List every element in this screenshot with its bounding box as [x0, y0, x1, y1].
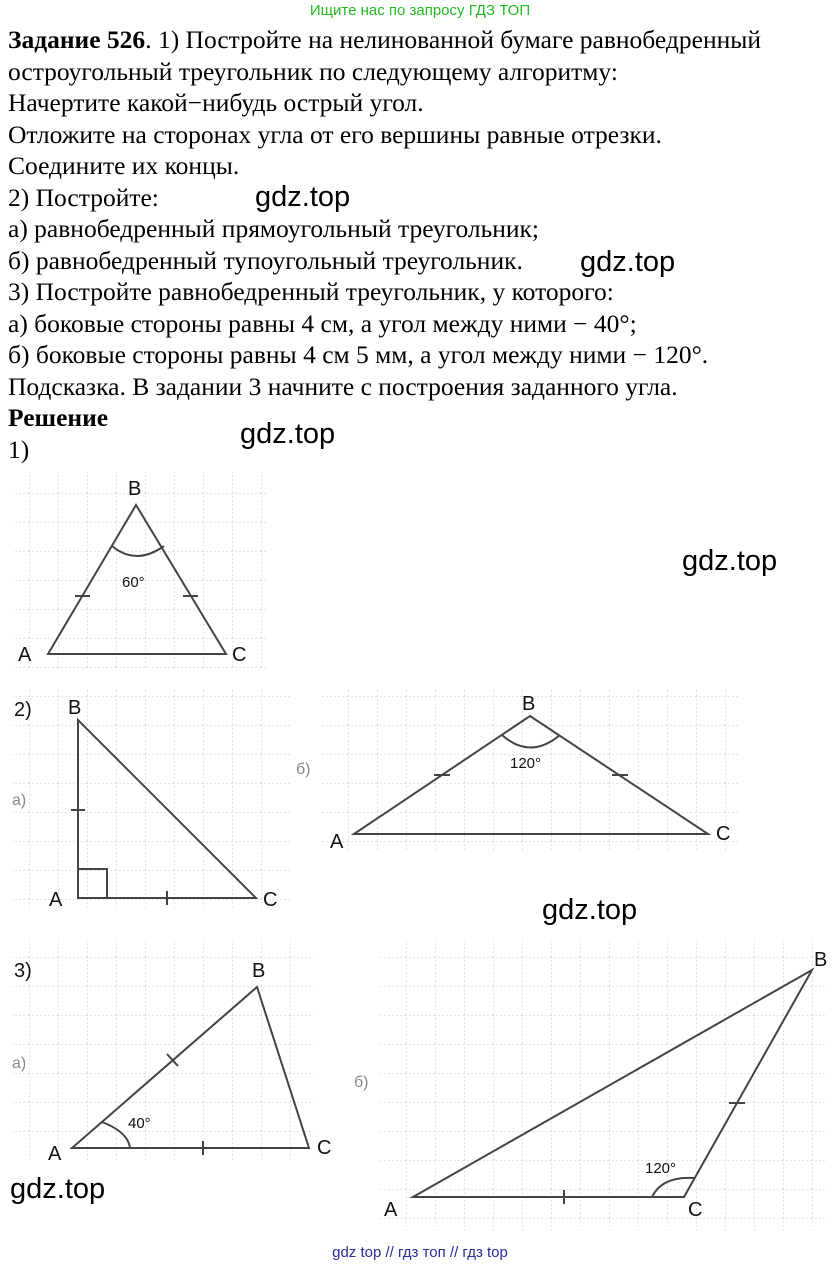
task-line-7: а) равнобедренный прямоугольный треугольник; — [8, 214, 539, 243]
footer-links: gdz top // гдз топ // гдз top — [332, 1244, 508, 1261]
task-line-5: Соедините их концы. — [8, 151, 240, 180]
watermark-3: gdz.top — [240, 418, 336, 450]
grid-2a — [12, 688, 290, 908]
task-line-8: б) равнобедренный тупоугольный треугольник. — [8, 245, 523, 275]
task-line-4: Отложите на сторонах угла от его вершины равные отрезки. — [8, 119, 662, 149]
angle-label: 120° — [510, 755, 542, 772]
watermark-2: gdz.top — [580, 246, 676, 278]
label-A: A — [49, 889, 63, 911]
label-B: B — [252, 960, 266, 982]
figure-number: 2) — [14, 699, 32, 721]
watermark-1: gdz.top — [255, 181, 351, 213]
figure-2b — [296, 690, 740, 853]
sub-label-a: а) — [12, 1055, 27, 1072]
figure-1 — [14, 472, 266, 668]
label-C: C — [232, 644, 247, 666]
label-B: B — [522, 693, 536, 715]
label-B: B — [814, 949, 828, 971]
part-1-label: 1) — [8, 434, 30, 464]
watermark-4: gdz.top — [682, 545, 778, 577]
label-C: C — [688, 1199, 703, 1221]
angle-label: 40° — [128, 1115, 151, 1132]
grid-3a — [12, 940, 314, 1160]
task-line-9: 3) Постройте равнобедренный треугольник, у которого: — [8, 277, 614, 306]
task-line-11: б) боковые стороны равны 4 см 5 мм, а угол между ними − 120°. — [8, 340, 709, 369]
watermark-6: gdz.top — [10, 1173, 106, 1205]
sub-label-a: а) — [12, 792, 27, 809]
angle-label: 120° — [645, 1160, 677, 1177]
top-banner: Ищите нас по запросу ГДЗ ТОП — [309, 2, 531, 19]
label-B: B — [68, 697, 82, 719]
label-A: A — [18, 644, 32, 666]
task-title: Задание 526 — [8, 25, 146, 54]
sub-label-b: б) — [354, 1074, 369, 1091]
label-A: A — [384, 1199, 398, 1221]
grid-3b — [380, 940, 826, 1230]
task-line-3: Начертите какой−нибудь острый угол. — [8, 88, 424, 117]
figure-2a — [12, 688, 290, 911]
task-line-6: 2) Постройте: — [8, 182, 159, 212]
figure-number: 3) — [14, 960, 32, 982]
solution-heading: Решение — [8, 403, 109, 432]
figure-3b — [354, 940, 827, 1230]
label-A: A — [330, 831, 344, 853]
task-line-12: Подсказка. В задании 3 начните с построения заданного угла. — [8, 371, 678, 401]
watermark-5: gdz.top — [542, 894, 638, 926]
label-C: C — [716, 823, 731, 845]
task-line-10: а) боковые стороны равны 4 см, а угол между ними − 40°; — [8, 308, 637, 338]
task-line-1: Задание 526. 1) Постройте на нелинованной бумаге равнобедренный — [8, 25, 762, 54]
label-B: B — [128, 478, 142, 500]
label-A: A — [48, 1143, 62, 1165]
label-C: C — [263, 889, 278, 911]
sub-label-b: б) — [296, 761, 311, 778]
figure-3a — [12, 940, 331, 1165]
grid-1 — [14, 472, 266, 668]
task-line-2: остроугольный треугольник по следующему алгоритму: — [8, 56, 618, 86]
angle-label: 60° — [122, 574, 145, 591]
label-C: C — [317, 1137, 332, 1159]
